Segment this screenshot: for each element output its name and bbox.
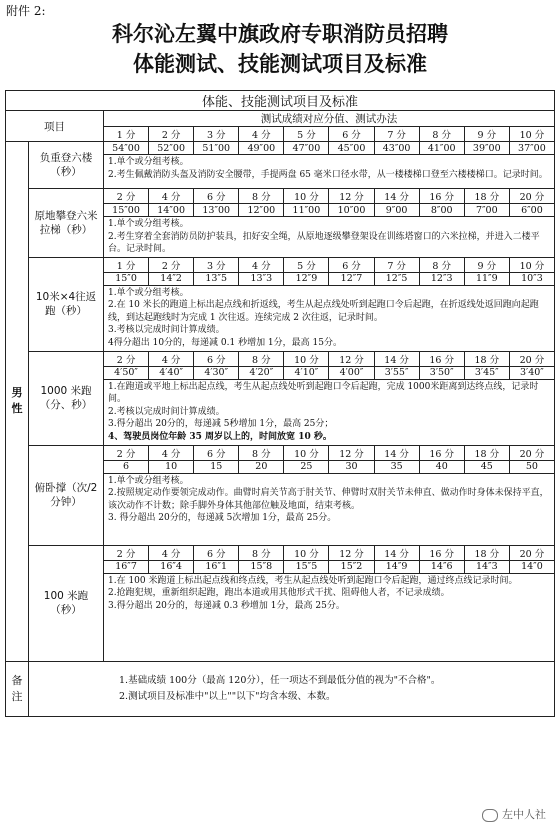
watermark: 左中人社 bbox=[482, 806, 546, 822]
tier-label: 18 分 bbox=[464, 545, 509, 560]
score-cell: 15″8 bbox=[239, 560, 284, 573]
method-line: 3.得分超出 20分的，每递减 0.3 秒增加 1分，最高 25分。 bbox=[108, 600, 345, 611]
tier-label: 16 分 bbox=[419, 445, 464, 460]
score-cell: 4′40″ bbox=[149, 366, 194, 379]
item-name: 1000 米跑（分、秒） bbox=[29, 351, 104, 445]
score-cell: 20 bbox=[239, 460, 284, 473]
page-subtitle: 体能测试、技能测试项目及标准 bbox=[133, 52, 427, 76]
tier-label: 6 分 bbox=[194, 445, 239, 460]
tier-label: 16 分 bbox=[419, 351, 464, 366]
score-cell: 45 bbox=[464, 460, 509, 473]
tier-label: 9 分 bbox=[464, 257, 509, 272]
item-name: 负重登六楼（秒） bbox=[29, 142, 104, 189]
header-item: 项目 bbox=[6, 111, 104, 142]
tier-label: 9 分 bbox=[464, 127, 509, 142]
tier-label: 14 分 bbox=[374, 545, 419, 560]
tier-label: 7 分 bbox=[374, 257, 419, 272]
tier-label: 2 分 bbox=[149, 257, 194, 272]
page-title: 科尔沁左翼中旗政府专职消防员招聘 bbox=[112, 22, 448, 46]
test-method bbox=[104, 473, 555, 545]
tier-label: 5 分 bbox=[284, 257, 329, 272]
score-cell: 6″00 bbox=[509, 204, 554, 217]
tier-label: 4 分 bbox=[149, 189, 194, 204]
method-line: 2.抢跑犯规，重新组织起跑，跑出本道或用其他形式干扰、阻碍他人者，不记录成绩。 bbox=[108, 588, 450, 598]
score-cell: 25 bbox=[284, 460, 329, 473]
method-line: 1.在跑道或平地上标出起点线，考生从起点线处听到起跑口令后起跑，完成 1000米距离到达终点线，记录时间。 bbox=[108, 381, 539, 404]
tier-label: 2 分 bbox=[149, 127, 194, 142]
tier-label: 8 分 bbox=[419, 127, 464, 142]
score-cell: 9″00 bbox=[374, 204, 419, 217]
score-cell: 13″5 bbox=[194, 272, 239, 285]
score-cell: 15″2 bbox=[329, 560, 374, 573]
tier-label: 18 分 bbox=[464, 351, 509, 366]
score-cell: 16″1 bbox=[194, 560, 239, 573]
table-title: 体能、技能测试项目及标准 bbox=[6, 91, 555, 111]
tier-label: 6 分 bbox=[329, 257, 374, 272]
method-line: 3.得分超出 20分的，每递减 5秒增加 1分，最高 25分； bbox=[108, 419, 334, 429]
tier-label: 14 分 bbox=[374, 445, 419, 460]
method-line: 1.单个或分组考核。 bbox=[108, 287, 189, 298]
score-cell: 43″00 bbox=[374, 142, 419, 155]
score-cell: 4′20″ bbox=[239, 366, 284, 379]
method-line: 2.按照规定动作要领完成动作。曲臂时肩关节高于肘关节、伸臂时双肘关节未伸直、做动作时身体未保持平直，该次动作不计数；除手脚外身体其他部位触及地面，结束考核。 bbox=[108, 488, 549, 511]
score-cell: 16″4 bbox=[149, 560, 194, 573]
score-cell: 45″00 bbox=[329, 142, 374, 155]
tier-label: 1 分 bbox=[104, 257, 149, 272]
score-cell: 3′45″ bbox=[464, 366, 509, 379]
tier-label: 20 分 bbox=[509, 189, 554, 204]
tier-label: 20 分 bbox=[509, 351, 554, 366]
test-method bbox=[104, 573, 555, 661]
score-cell: 12″3 bbox=[419, 272, 464, 285]
attachment-label: 附件 2: bbox=[6, 4, 46, 18]
method-line: 2.考生佩戴消防头盔及消防安全腰带，手提两盘 65 毫米口径水带，从一楼楼梯口登至六楼楼梯口。记录时间。 bbox=[108, 169, 548, 180]
method-line: 1.单个或分组考核。 bbox=[108, 157, 189, 167]
standards-table bbox=[5, 90, 555, 717]
tier-label: 4 分 bbox=[149, 445, 194, 460]
method-line: 3.考核以完成时间计算成绩。 bbox=[108, 325, 225, 335]
tier-label: 1 分 bbox=[104, 127, 149, 142]
score-cell: 6 bbox=[104, 460, 149, 473]
score-cell: 11″9 bbox=[464, 272, 509, 285]
method-line: 3. 得分超出 20分的，每递减 5次增加 1分，最高 25分。 bbox=[108, 513, 337, 523]
method-line: 2.在 10 米长的跑道上标出起点线和折返线，考生从起点线处听到起跑口令后起跑，在折返线处返回跑向起跑线，到达起跑线时为完成 1 次往返。连续完成 2 次往返，记录时间。 bbox=[108, 300, 539, 323]
item-name: 10米×4往返跑（秒） bbox=[29, 257, 104, 351]
tier-label: 5 分 bbox=[284, 127, 329, 142]
remark-line: 2.测试项目及标准中"以上""以下"均含本级、本数。 bbox=[119, 690, 336, 702]
tier-label: 3 分 bbox=[194, 127, 239, 142]
gender-label: 男性 bbox=[6, 142, 29, 662]
test-method bbox=[104, 379, 555, 445]
score-cell: 12″5 bbox=[374, 272, 419, 285]
score-cell: 11″00 bbox=[284, 204, 329, 217]
tier-label: 10 分 bbox=[284, 545, 329, 560]
tier-label: 4 分 bbox=[149, 351, 194, 366]
tier-label: 2 分 bbox=[104, 351, 149, 366]
tier-label: 12 分 bbox=[329, 545, 374, 560]
score-cell: 4′10″ bbox=[284, 366, 329, 379]
tier-label: 4 分 bbox=[149, 545, 194, 560]
method-line: 1.在 100 米跑道上标出起点线和终点线，考生从起点线处听到起跑口令后起跑，通过终点线记录时间。 bbox=[108, 575, 518, 586]
score-cell: 3′40″ bbox=[509, 366, 554, 379]
remark-line: 1.基础成绩 100分（最高 120分），任一项达不到最低分值的视为"不合格"。 bbox=[119, 674, 441, 686]
score-cell: 49″00 bbox=[239, 142, 284, 155]
test-method bbox=[104, 285, 555, 351]
score-cell: 8″00 bbox=[419, 204, 464, 217]
score-cell: 40 bbox=[419, 460, 464, 473]
remarks bbox=[29, 661, 555, 716]
tier-label: 6 分 bbox=[194, 351, 239, 366]
score-cell: 12″00 bbox=[239, 204, 284, 217]
tier-label: 8 分 bbox=[239, 351, 284, 366]
tier-label: 6 分 bbox=[329, 127, 374, 142]
tier-label: 4 分 bbox=[239, 127, 284, 142]
method-line: 2.考生穿着全套消防员防护装具，扣好安全绳，从原地逐级攀登架设在训练塔窗口的六米拉梯，并进入二楼平台。记录时间。 bbox=[108, 231, 540, 254]
method-line: 1.单个或分组考核。 bbox=[108, 475, 189, 486]
tier-label: 8 分 bbox=[239, 189, 284, 204]
score-cell: 14″00 bbox=[149, 204, 194, 217]
method-line: 1.单个或分组考核。 bbox=[108, 219, 189, 229]
score-cell: 37″00 bbox=[509, 142, 554, 155]
tier-label: 10 分 bbox=[284, 189, 329, 204]
score-cell: 47″00 bbox=[284, 142, 329, 155]
score-cell: 14″2 bbox=[149, 272, 194, 285]
tier-label: 7 分 bbox=[374, 127, 419, 142]
score-cell: 54″00 bbox=[104, 142, 149, 155]
wechat-icon bbox=[482, 809, 498, 822]
remarks-label: 备注 bbox=[6, 661, 29, 716]
score-cell: 4′00″ bbox=[329, 366, 374, 379]
header-score: 测试成绩对应分值、测试办法 bbox=[104, 111, 555, 127]
score-cell: 10 bbox=[149, 460, 194, 473]
tier-label: 8 分 bbox=[239, 545, 284, 560]
tier-label: 12 分 bbox=[329, 445, 374, 460]
score-cell: 15″0 bbox=[104, 272, 149, 285]
score-cell: 3′55″ bbox=[374, 366, 419, 379]
tier-label: 8 分 bbox=[239, 445, 284, 460]
tier-label: 2 分 bbox=[104, 545, 149, 560]
tier-label: 10 分 bbox=[509, 257, 554, 272]
tier-label: 6 分 bbox=[194, 545, 239, 560]
tier-label: 2 分 bbox=[104, 445, 149, 460]
tier-label: 20 分 bbox=[509, 545, 554, 560]
tier-label: 16 分 bbox=[419, 545, 464, 560]
score-cell: 14″3 bbox=[464, 560, 509, 573]
score-cell: 52″00 bbox=[149, 142, 194, 155]
tier-label: 2 分 bbox=[104, 189, 149, 204]
item-name: 原地攀登六米拉梯（秒） bbox=[29, 189, 104, 258]
score-cell: 41″00 bbox=[419, 142, 464, 155]
score-cell: 10″00 bbox=[329, 204, 374, 217]
score-cell: 15″5 bbox=[284, 560, 329, 573]
score-cell: 35 bbox=[374, 460, 419, 473]
tier-label: 16 分 bbox=[419, 189, 464, 204]
tier-label: 18 分 bbox=[464, 445, 509, 460]
tier-label: 10 分 bbox=[509, 127, 554, 142]
score-cell: 4′30″ bbox=[194, 366, 239, 379]
score-cell: 39″00 bbox=[464, 142, 509, 155]
score-cell: 13″3 bbox=[239, 272, 284, 285]
tier-label: 20 分 bbox=[509, 445, 554, 460]
tier-label: 10 分 bbox=[284, 351, 329, 366]
method-line: 4、驾驶员岗位年龄 35 周岁以上的，时间放宽 10 秒。 bbox=[108, 431, 332, 442]
tier-label: 18 分 bbox=[464, 189, 509, 204]
score-cell: 30 bbox=[329, 460, 374, 473]
tier-label: 3 分 bbox=[194, 257, 239, 272]
score-cell: 13″00 bbox=[194, 204, 239, 217]
method-line: 4得分超出 10分的，每递减 0.1 秒增加 1分，最高 15分。 bbox=[108, 337, 342, 348]
tier-label: 10 分 bbox=[284, 445, 329, 460]
tier-label: 12 分 bbox=[329, 351, 374, 366]
score-cell: 15 bbox=[194, 460, 239, 473]
tier-label: 12 分 bbox=[329, 189, 374, 204]
score-cell: 12″9 bbox=[284, 272, 329, 285]
score-cell: 15″00 bbox=[104, 204, 149, 217]
test-method bbox=[104, 217, 555, 258]
score-cell: 4′50″ bbox=[104, 366, 149, 379]
score-cell: 50 bbox=[509, 460, 554, 473]
score-cell: 14″6 bbox=[419, 560, 464, 573]
score-cell: 14″9 bbox=[374, 560, 419, 573]
score-cell: 12″7 bbox=[329, 272, 374, 285]
tier-label: 6 分 bbox=[194, 189, 239, 204]
score-cell: 7″00 bbox=[464, 204, 509, 217]
score-cell: 51″00 bbox=[194, 142, 239, 155]
tier-label: 14 分 bbox=[374, 189, 419, 204]
score-cell: 16″7 bbox=[104, 560, 149, 573]
item-name: 俯卧撑（次/2 分钟） bbox=[29, 445, 104, 545]
item-name: 100 米跑（秒） bbox=[29, 545, 104, 661]
test-method bbox=[104, 155, 555, 189]
score-cell: 10″3 bbox=[509, 272, 554, 285]
score-cell: 14″0 bbox=[509, 560, 554, 573]
method-line: 2.考核以完成时间计算成绩。 bbox=[108, 406, 225, 417]
score-cell: 3′50″ bbox=[419, 366, 464, 379]
tier-label: 14 分 bbox=[374, 351, 419, 366]
tier-label: 4 分 bbox=[239, 257, 284, 272]
tier-label: 8 分 bbox=[419, 257, 464, 272]
